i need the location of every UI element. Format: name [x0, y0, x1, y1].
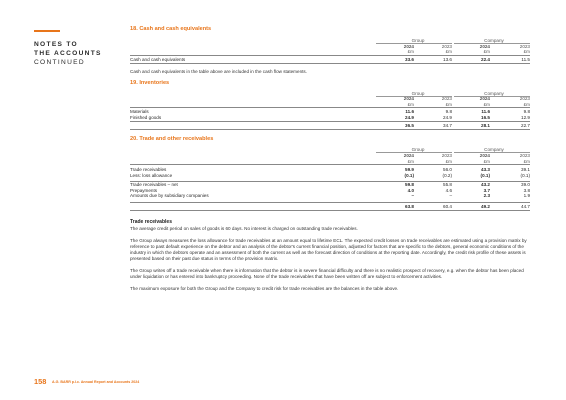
row-label: Cash and cash equivalents	[130, 56, 186, 62]
year-2023: 2023	[519, 96, 530, 102]
unit-label: £m	[523, 158, 530, 164]
row-label: Finished goods	[130, 114, 162, 120]
value-group-2023: –	[449, 193, 452, 199]
note-19-table	[130, 91, 530, 131]
total-company-2024: 49.2	[481, 203, 490, 209]
section-title-line-1: NOTES TO	[34, 41, 78, 48]
value-group-2023: 13.6	[443, 56, 452, 62]
year-2024: 2024	[403, 152, 414, 158]
row-label: Less: loss allowance	[130, 172, 173, 178]
year-2024: 2024	[403, 96, 414, 102]
year-2024: 2024	[479, 43, 490, 49]
value-company-2024: 3.7	[483, 187, 490, 193]
value-group-2023: 56.0	[443, 166, 452, 172]
value-group-2024: 33.6	[405, 56, 414, 62]
value-group-2024: 4.0	[407, 187, 414, 193]
row-label: Prepayments	[130, 187, 158, 193]
row-label: Amounts due by subsidiary companies	[130, 193, 209, 199]
value-group-2024: 24.9	[405, 114, 414, 120]
value-company-2023: 12.9	[521, 114, 530, 120]
row-label: Trade receivables	[130, 166, 167, 172]
total-row	[130, 121, 530, 130]
value-company-2024: 43.3	[481, 166, 490, 172]
table-row	[130, 173, 530, 179]
value-group-2024: 11.6	[405, 109, 414, 115]
section-title	[34, 40, 124, 67]
value-company-2024: 22.4	[481, 56, 490, 62]
company-label: Company	[484, 38, 504, 43]
total-group-2023: 60.4	[443, 203, 452, 209]
value-company-2024: 43.2	[481, 182, 490, 188]
footer-text: A.G. BARR p.l.c. Annual Report and Accounts 2024	[52, 380, 140, 384]
value-company-2023: 3.8	[523, 187, 530, 193]
section-title-line-3: CONTINUED	[34, 59, 85, 66]
value-company-2023: (0.1)	[520, 172, 530, 178]
row-label: Trade receivables – net	[130, 182, 178, 188]
total-row	[130, 202, 530, 211]
year-2024: 2024	[403, 43, 414, 49]
unit-label: £m	[407, 158, 414, 164]
unit-label: £m	[483, 158, 490, 164]
value-company-2023: 9.8	[523, 109, 530, 115]
value-group-2024: –	[411, 193, 414, 199]
value-group-2023: (0.2)	[442, 172, 452, 178]
group-label: Group	[411, 147, 425, 153]
note-19-heading: 19. Inventories	[130, 79, 170, 86]
unit-label: £m	[523, 101, 530, 107]
total-group-2024: 36.5	[405, 123, 414, 129]
unit-label: £m	[445, 101, 452, 107]
total-group-2024: 63.8	[405, 203, 414, 209]
company-label: Company	[484, 147, 504, 153]
unit-label: £m	[483, 49, 490, 55]
value-group-2023: 4.6	[445, 187, 452, 193]
total-company-2024: 28.1	[481, 123, 490, 129]
trade-receivables-heading: Trade receivables	[130, 218, 172, 225]
value-company-2024: 11.6	[481, 109, 490, 115]
year-2024: 2024	[479, 152, 490, 158]
unit-label: £m	[445, 49, 452, 55]
row-label: Materials	[130, 109, 149, 115]
value-company-2024: 16.5	[481, 114, 490, 120]
notes-content	[130, 26, 530, 292]
value-group-2023: 55.8	[443, 182, 452, 188]
units-row	[130, 159, 530, 165]
table-row	[130, 115, 530, 121]
total-company-2023: 22.7	[521, 123, 530, 129]
year-2024: 2024	[479, 96, 490, 102]
year-2023: 2023	[519, 152, 530, 158]
note-18-text: Cash and cash equivalents in the table above are included in the cash flow statements.	[130, 68, 307, 74]
value-group-2023: 9.8	[445, 109, 452, 115]
value-group-2024: 59.9	[405, 166, 414, 172]
year-2023: 2023	[519, 43, 530, 49]
note-20-table	[130, 147, 530, 211]
table-row	[130, 181, 530, 188]
value-company-2023: 1.9	[523, 193, 530, 199]
section-title-line-2: THE ACCOUNTS	[34, 50, 102, 57]
value-group-2024: 59.8	[405, 182, 414, 188]
company-label: Company	[484, 90, 504, 96]
group-label: Group	[411, 90, 425, 96]
page-footer	[34, 377, 139, 386]
value-company-2024: 2.3	[483, 193, 490, 199]
group-label: Group	[411, 38, 425, 43]
unit-label: £m	[407, 101, 414, 107]
note-18-table	[130, 38, 530, 64]
paragraph: The Group always measures the loss allowance for trade receivables at an amount equal to lifetime ECL. The expected credit losses on trade receivables are estimated using a provision matrix by reference to past default experience on the debtor and an analysis of the debtor's current financial position, adjusted for factors that are specific to the debtors, general economic conditions of the industry in which the debtors operate and an assessment of both the current as well as the forecast direction of conditions at the reporting date. Accordingly, the credit risk profile of these assets is presented based on their past due status in terms of the provision matrix.	[130, 237, 527, 261]
accent-rule	[34, 30, 60, 32]
unit-label: £m	[523, 49, 530, 55]
value-company-2023: 39.0	[521, 182, 530, 188]
unit-label: £m	[483, 101, 490, 107]
value-group-2023: 24.9	[443, 114, 452, 120]
value-company-2023: 11.5	[521, 56, 530, 62]
paragraph: The average credit period on sales of goods is 60 days. No interest is charged on outstanding trade receivables.	[130, 225, 358, 231]
units-row	[130, 102, 530, 108]
year-2023: 2023	[441, 152, 452, 158]
table-row	[130, 56, 530, 64]
value-company-2024: (0.1)	[480, 172, 490, 178]
unit-label: £m	[407, 49, 414, 55]
page-number: 158	[34, 377, 47, 386]
paragraph: The Group writes off a trade receivable when there is information that the debtor is in severe financial difficulty and there is no realistic prospect of recovery, e.g. when the debtor has been placed under liquidation or has entered into bankruptcy proceeding. None of the trade receivables that have been written off are subject to enforcement activities.	[130, 267, 524, 279]
total-group-2023: 34.7	[443, 123, 452, 129]
value-group-2024: (0.1)	[404, 172, 414, 178]
year-2023: 2023	[441, 96, 452, 102]
unit-label: £m	[445, 158, 452, 164]
paragraph: The maximum exposure for both the Group and the Company to credit risk for trade receivables are the balances in the table above.	[130, 285, 399, 291]
note-18-heading: 18. Cash and cash equivalents	[130, 26, 212, 32]
table-row	[130, 193, 530, 199]
note-20-heading: 20. Trade and other receivables	[130, 136, 214, 143]
year-2023: 2023	[441, 43, 452, 49]
total-company-2023: 44.7	[521, 203, 530, 209]
value-company-2023: 39.1	[521, 166, 530, 172]
